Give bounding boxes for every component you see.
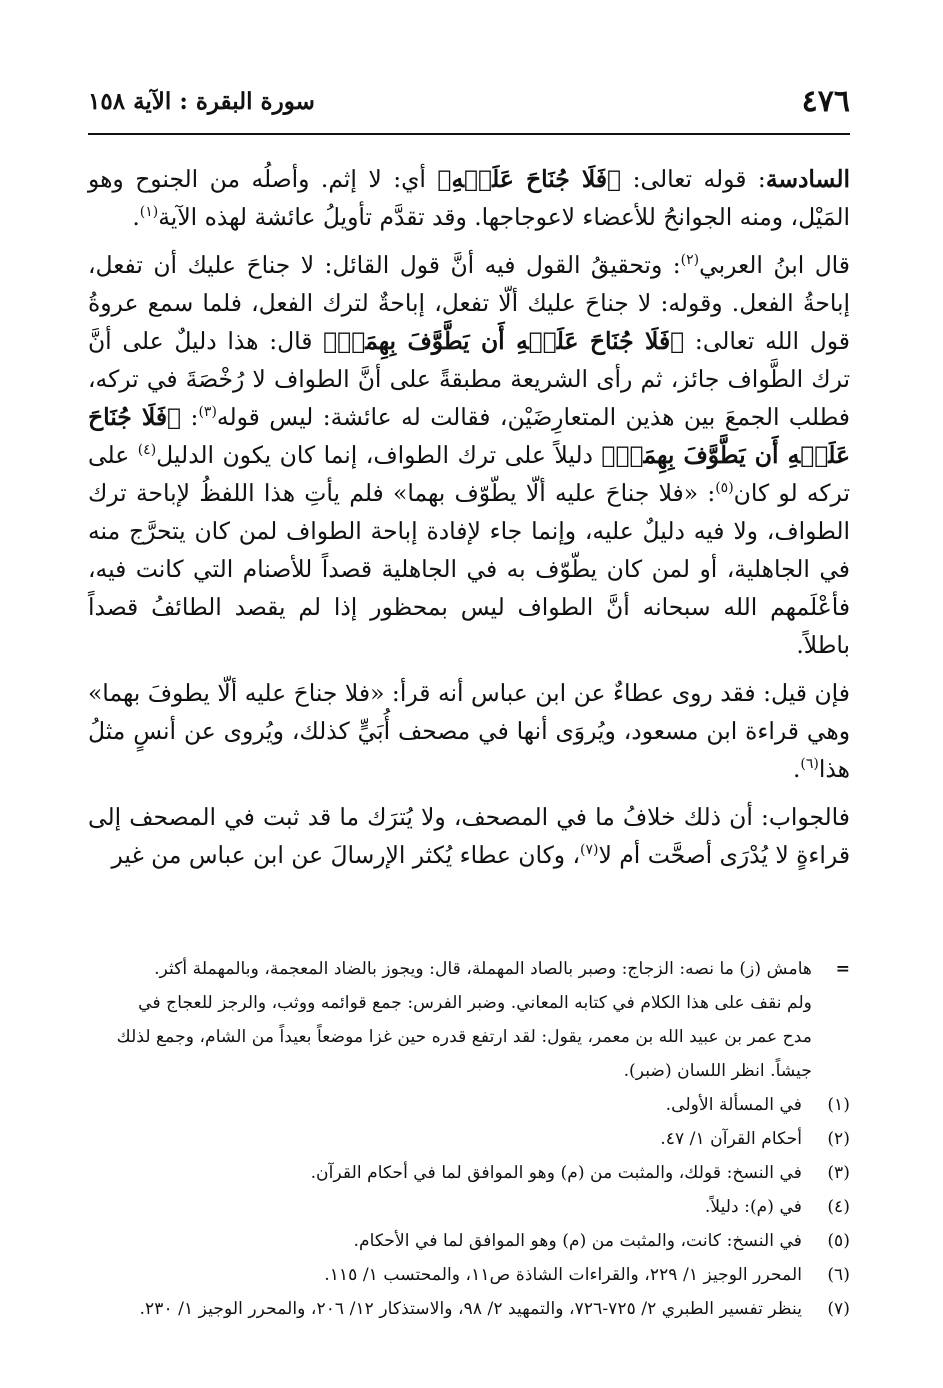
footnote-number: (٥)	[827, 1231, 850, 1251]
footnote-text: في المسألة الأولى.	[665, 1095, 802, 1115]
footnote-ref: (٦)	[800, 756, 819, 773]
paragraph-2	[88, 246, 850, 664]
text-run: ، وكان عطاء يُكثر الإرسالَ عن ابن عباس من غير	[111, 841, 581, 869]
text-run: فالجواب: أن ذلك خلافُ ما في المصحف، ولا يُترَك ما قد ثبت في المصحف إلى قراءةٍ لا يُدْرَى أصحَّت أم لا	[88, 803, 850, 869]
quran-quote: ﴿فَلَا جُنَاحَ عَلَيۡهِ أَن يَطَّوَّفَ بِهِمَاۚ﴾	[88, 403, 850, 469]
text-run: : وتحقيقُ القول فيه أنَّ قول القائل: لا جناحَ عليك أن تفعل، إباحةُ الفعل. وقوله: لا جناحَ عليك ألّا تفعل، إباحةٌ لترك الفعل، فلما سمع عروةُ قول الله تعالى:	[88, 251, 850, 355]
continuation-line: جيشاً. انظر اللسان (ضبر).	[623, 1061, 812, 1081]
page-number: ٤٧٦	[801, 84, 850, 119]
text-run: قال ابنُ العربي	[699, 251, 850, 279]
footnote-text: في (م): دليلاً.	[704, 1197, 802, 1217]
paragraph-4	[88, 798, 850, 874]
text-run: قال: هذا دليلٌ على أنَّ ترك الطَّواف جائز، ثم رأى الشريعة مطبقةً على أنَّ الطواف لا رُخْصَةَ في تركه، فطلب الجمعَ بين هذين المتعارِضَيْن، فقالت له عائشة: ليس قوله	[88, 327, 850, 431]
footnote-item	[88, 1190, 850, 1224]
continuation-line: ولم نقف على هذا الكلام في كتابه المعاني. وضبر الفرس: جمع قوائمه ووثب، والرجز للعجاج في	[138, 993, 812, 1013]
text-run: دليلاً على ترك الطواف، إنما كان يكون الدليل	[156, 441, 602, 469]
footnote-ref: (٢)	[680, 252, 700, 269]
footnote-item	[88, 1088, 850, 1122]
footnote-ref: (٥)	[715, 480, 734, 497]
continuation-line: مدح عمر بن عبيد الله بن معمر، يقول: لقد ارتفع قدره حين غزا موضعاً بعيداً من الشام، وجمع لذلك	[116, 1027, 812, 1047]
footnote-item	[88, 1224, 850, 1258]
footnote-number: (٧)	[827, 1299, 850, 1319]
footnote-item	[88, 1156, 850, 1190]
quran-quote: ﴿فَلَا جُنَاحَ عَلَيۡهِ أَن يَطَّوَّفَ بِهِمَاۚ﴾	[323, 327, 685, 355]
running-head: سورة البقرة : الآية ١٥٨	[88, 88, 315, 115]
footnote-item	[88, 1258, 850, 1292]
section-lead: السادسة	[765, 165, 850, 193]
page-header	[88, 80, 850, 128]
footnote-ref: (١)	[139, 204, 159, 221]
footnote-item	[88, 1292, 850, 1326]
text-run: :	[181, 403, 199, 431]
main-text	[88, 160, 850, 884]
footnote-text: أحكام القرآن ١/ ٤٧.	[660, 1129, 802, 1149]
continuation-mark: =	[835, 959, 850, 979]
footnote-number: (٣)	[827, 1163, 850, 1183]
header-rule	[88, 133, 850, 135]
text-run: على تركه لو كان	[88, 441, 850, 507]
text-run: : «فلا جناحَ عليه ألّا يطّوّف بهما» فلم يأتِ هذا اللفظُ لإباحة ترك الطواف، ولا فيه دليلٌ عليه، وإنما جاء لإفادة إباحة الطواف لمن كان يتحرَّج منه في الجاهلية، أو لمن كان يطّوّف به في الجاهلية قصداً للأصنام التي كانت فيه، فأعْلَمهم الله سبحانه أنَّ الطواف ليس بمحظور إذا لم يقصد الطائفُ قصداً باطلاً.	[88, 479, 850, 659]
footnote-continuation	[88, 952, 850, 1088]
footnote-ref: (٤)	[137, 442, 157, 459]
text-run: : قوله تعالى:	[621, 165, 766, 193]
footnotes	[88, 952, 850, 1326]
text-run: .	[792, 755, 801, 783]
paragraph-1	[88, 160, 850, 236]
continuation-line: هامش (ز) ما نصه: الزجاج: وصبر بالصاد المهملة، قال: ويجوز بالضاد المعجمة، وبالمهملة أكثر.	[154, 959, 812, 979]
text-run: أي: لا إثم. وأصلُه من الجنوح وهو المَيْل، ومنه الجوانحُ للأعضاء لاعوجاجها. وقد تقدَّم تأويلُ عائشة لهذه الآية	[88, 165, 850, 231]
text-run: فإن قيل: فقد روى عطاءٌ عن ابن عباس أنه قرأ: «فلا جناحَ عليه ألّا يطوفَ بهما» وهي قراءة ابن مسعود، ويُروَى أنها في مصحف أُبَيٍّ كذلك، ويُروى عن أنسٍ مثلُ هذا	[88, 679, 850, 783]
footnote-ref: (٧)	[580, 842, 599, 859]
footnote-number: (٦)	[827, 1265, 850, 1285]
footnote-number: (٤)	[827, 1197, 850, 1217]
paragraph-3	[88, 674, 850, 788]
footnote-text: المحرر الوجيز ١/ ٢٢٩، والقراءات الشاذة ص١١، والمحتسب ١/ ١١٥.	[324, 1265, 802, 1285]
footnote-number: (٢)	[827, 1129, 850, 1149]
quran-quote: ﴿فَلَا جُنَاحَ عَلَيۡهِ﴾	[437, 165, 622, 193]
footnote-ref: (٣)	[198, 404, 217, 421]
footnote-text: في النسخ: قولك، والمثبت من (م) وهو الموافق لما في أحكام القرآن.	[310, 1163, 802, 1183]
footnote-item	[88, 1122, 850, 1156]
footnote-text: ينظر تفسير الطبري ٢/ ٧٢٥-٧٢٦، والتمهيد ٢/ ٩٨، والاستذكار ١٢/ ٢٠٦، والمحرر الوجيز ١/ ٢٣٠.	[139, 1299, 802, 1319]
footnote-number: (١)	[827, 1095, 850, 1115]
footnote-text: في النسخ: كانت، والمثبت من (م) وهو الموافق لما في الأحكام.	[353, 1231, 802, 1251]
text-run: .	[132, 203, 140, 231]
